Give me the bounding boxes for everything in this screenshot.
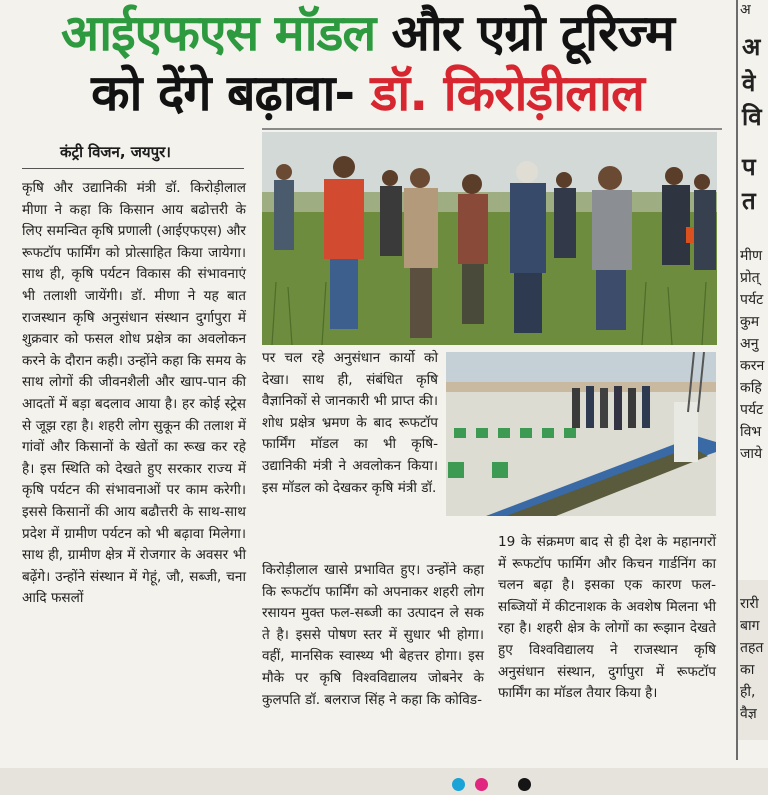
page-footer-band bbox=[0, 768, 768, 795]
sidebar-bottom-line: बाग bbox=[740, 618, 760, 634]
sidebar-bottom-line: रारी bbox=[740, 596, 759, 612]
sidebar-body-line: पर्यट bbox=[740, 292, 764, 308]
sidebar-top-line: वि bbox=[742, 103, 762, 131]
sidebar-body-line: मीण bbox=[740, 248, 763, 264]
field-inspection-photo bbox=[262, 132, 717, 345]
field-inspection-illustration bbox=[262, 132, 717, 345]
article-column-1: कृषि और उद्यानिकी मंत्री डॉ. किरोड़ीलाल मीणा ने कहा कि किसान आय बढोत्तरी के लिए समन्वित कृषि प्रणाली (आईएफएस) और रूफटॉप फार्मिंग को प्रोत्साहित किया जायेगा। साथ ही, कृषि पर्यटन विकास की संभावनाएं भी तलाशी जायेंगी। डॉ. मीणा ने यह बात राजस्थान कृषि अनुसंधान संस्थान दुर्गापुरा में शुक्रवार को फसल शोध प्रक्षेत्र का अवलोकन करने के दौरान कही। उन्होंने कहा कि समय के साथ लोगों की जीवनशैली और खाप-पान की आदतों में बड़ा बदलाव आया है। हर कोई स्ट्रेस से जूझ रहा है। शहरी लोग सुकून की तलाश में गांवों और किसानों के खेतों का रूख कर रहे है। इस स्थिति को देखते हुए सरकार राज्य में कृषि पर्यटन की संभावनाओं पर काम करेगी। इससे किसानों की आय बढौत्तरी के साथ-साथ प्रदेश में ग्रामीण पर्यटन को भी बढ़ावा मिलेगा। साथ ही, ग्रामीण क्षेत्र में रोजगार के अवसर भी बढ़ेंगे। उन्होंने संस्थान में गेहूं, जौ, सब्जी, चना आदि फसलों bbox=[22, 180, 246, 607]
photo-top-rule bbox=[262, 128, 722, 130]
cyan-registration-dot bbox=[452, 778, 465, 791]
sidebar-bottom-line: का bbox=[740, 662, 755, 678]
sidebar-body-line: अनु bbox=[740, 336, 759, 352]
sidebar-body-line: कुम bbox=[740, 314, 760, 330]
article-column-2: पर चल रहे अनुसंधान कार्यो को देखा। साथ ही, संबंधित कृषि वैज्ञानिकों से जानकारी भी प्राप्त की। शोध प्रक्षेत्र भ्रमण के बाद रूफटॉप फार्मिंग मॉडल का भी कृषि-उद्यानिकी मंत्री ने अवलोकन किया। इस मॉडल को देखकर कृषि मंत्री डॉ. bbox=[262, 350, 438, 496]
sidebar-head-line: प bbox=[742, 153, 756, 181]
sidebar-body-line: कहि bbox=[740, 380, 762, 396]
sidebar-bottom-line: वैज्ञ bbox=[740, 706, 757, 722]
rooftop-farming-illustration bbox=[446, 352, 716, 516]
article-column-3: 19 के संक्रमण बाद से ही देश के महानगरों में रूफटॉप फार्मिग और किचन गार्डनिंग का चलन बढ़ा है। इसका एक कारण फल-सब्जियों में कीटनाशक के अवशेष मिलना भी रहा है। शहरी क्षेत्र के लोगों का रूझान देखते हुए विश्वविद्यालय ने राजस्थान कृषि अनुसंधान संस्थान, दुर्गापुरा में रूफटॉप फार्मिंग का मॉडल तैयार किया है। bbox=[498, 534, 716, 702]
sidebar-body-line: जाये bbox=[740, 446, 763, 462]
headline-line-1 bbox=[0, 4, 735, 62]
sidebar-body-line: विभ bbox=[740, 424, 762, 440]
sidebar-body-line: प्रोत् bbox=[740, 270, 760, 286]
sidebar-body-line: करन bbox=[740, 358, 765, 374]
headline-black-text-2: को देंगे बढ़ावा- bbox=[91, 64, 371, 122]
adjacent-article-panel bbox=[738, 580, 768, 740]
headline-green-text: आईएफएस मॉडल bbox=[61, 4, 376, 62]
sidebar-bottom-line: ही, bbox=[740, 684, 756, 700]
headline-line-2 bbox=[0, 64, 735, 122]
sidebar-bottom-line: तहत bbox=[740, 640, 764, 656]
black-registration-dot bbox=[518, 778, 531, 791]
byline-underline bbox=[22, 168, 244, 169]
magenta-registration-dot bbox=[475, 778, 488, 791]
article-column-2-continued: किरोड़ीलाल खासे प्रभावित हुए। उन्होंने कहा कि रूफटॉप फार्मिंग को अपनाकर शहरी लोग रसायन मुक्त फल-सब्जी का उत्पादन ले सक ते है। इससे पोषण स्तर में सुधार भी होगा। वहीं, मानसिक स्वास्थ्य भी बेहत्तर होगा। इस मौके पर कृषि विश्वविद्यालय जोबनेर के कुलपति डॉ. बलराज सिंह ने कहा कि कोविड- bbox=[262, 562, 484, 708]
sidebar-top-line: वे bbox=[742, 69, 756, 97]
sidebar-head-line: त bbox=[742, 187, 756, 215]
headline bbox=[0, 0, 735, 124]
rooftop-farming-photo bbox=[446, 352, 716, 516]
sidebar-top-line: अ bbox=[742, 33, 761, 61]
sidebar-body-line: पर्यट bbox=[740, 402, 764, 418]
headline-black-text: और एग्रो टूरिज्म bbox=[375, 4, 674, 62]
byline: कंट्री विजन, जयपुर। bbox=[60, 143, 171, 161]
sidebar-top-line: अ bbox=[740, 2, 751, 18]
headline-red-name: डॉ. किरोड़ीलाल bbox=[370, 64, 644, 122]
